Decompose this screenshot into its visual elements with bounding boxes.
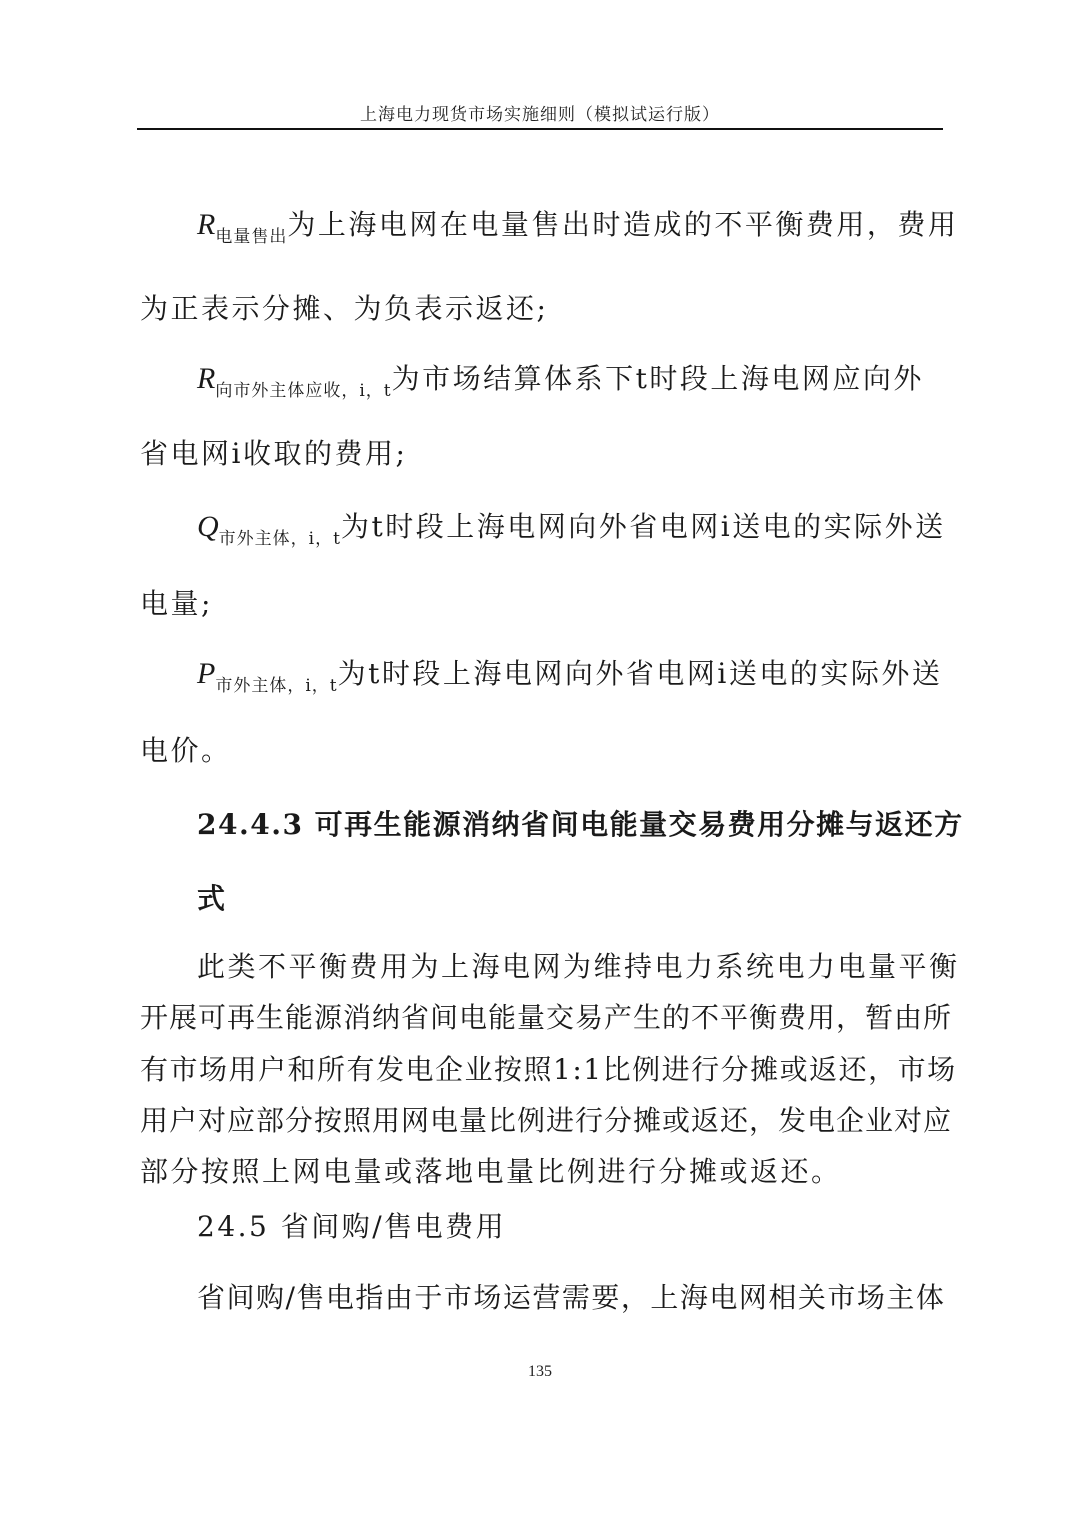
- definition-text: 为t时段上海电网向外省电网i送电的实际外送: [337, 657, 943, 690]
- section-2443-heading-line1: 24.4.3 可再生能源消纳省间电能量交易费用分摊与返还方: [197, 808, 964, 841]
- header-rule: [137, 128, 943, 130]
- variable-subscript: 向市外主体应收，i，t: [215, 381, 392, 401]
- definition-p-line1: [197, 652, 943, 696]
- section-2443-body-line1: 此类不平衡费用为上海电网为维持电力系统电力电量平衡: [197, 950, 960, 983]
- variable-symbol: R: [197, 362, 216, 395]
- variable-symbol: Q: [197, 510, 219, 543]
- variable-symbol: P: [197, 657, 216, 690]
- variable-subscript: 市外主体，i，t: [218, 529, 341, 549]
- section-245-heading: 24.5 省间购/售电费用: [197, 1210, 507, 1243]
- definition-text: 为市场结算体系下t时段上海电网应向外: [391, 362, 924, 395]
- section-245-body-line1: 省间购/售电指由于市场运营需要，上海电网相关市场主体: [197, 1281, 946, 1314]
- definition-r-receivable-line1: [197, 357, 942, 401]
- definition-q-line2: 电量;: [140, 587, 213, 620]
- definition-text: 为上海电网在电量售出时造成的不平衡费用，费用: [287, 208, 959, 241]
- definition-q-line1: [197, 505, 946, 549]
- definition-r-receivable-line2: 省电网i收取的费用;: [140, 437, 408, 470]
- definition-r-sold-line2: 为正表示分摊、为负表示返还;: [140, 292, 549, 325]
- section-2443-body-line3: 有市场用户和所有发电企业按照1:1比例进行分摊或返还，市场: [140, 1053, 957, 1086]
- variable-symbol: R: [197, 208, 216, 241]
- section-2443-body-line4: 用户对应部分按照用网电量比例进行分摊或返还，发电企业对应: [140, 1104, 953, 1137]
- page-number: 135: [528, 1363, 552, 1380]
- definition-p-line2: 电价。: [140, 734, 232, 767]
- definition-text: 为t时段上海电网向外省电网i送电的实际外送: [340, 510, 946, 543]
- variable-subscript: 电量售出: [215, 227, 288, 247]
- variable-subscript: 市外主体，i，t: [215, 676, 338, 696]
- section-2443-body-line5: 部分按照上网电量或落地电量比例进行分摊或返还。: [140, 1155, 842, 1188]
- section-2443-body-line2: 开展可再生能源消纳省间电能量交易产生的不平衡费用，暂由所: [140, 1001, 953, 1034]
- section-2443-heading-line2: 式: [197, 882, 228, 915]
- definition-r-sold-line1: [197, 203, 959, 247]
- page-header: 上海电力现货市场实施细则（模拟试运行版）: [360, 105, 720, 125]
